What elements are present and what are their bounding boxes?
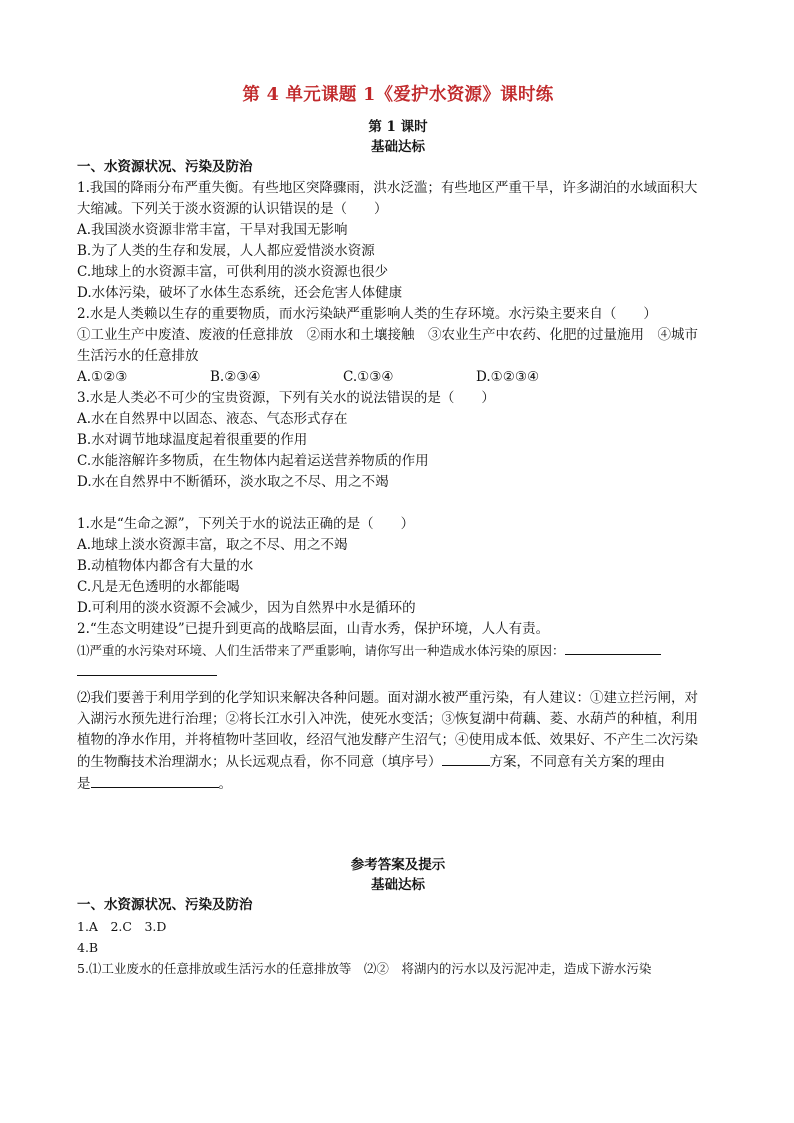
- subquestion-2-text: 方案，不同意有关方案的理由: [489, 754, 665, 770]
- worksheet-content: [77, 82, 719, 979]
- answer-line: 5.⑴工业废水的任意排放或生活污水的任意排放等 ⑵② 将湖内的污水以及污泥冲走，造成下游水污染: [77, 961, 652, 976]
- answer-line: [77, 661, 719, 682]
- question-stem: 1.水是“生命之源”，下列关于水的说法正确的是（ ）: [77, 516, 415, 532]
- choice-row: [77, 367, 719, 388]
- question-1: [77, 178, 719, 304]
- option-d: D.水体污染，破坏了水体生态系统，还会危害人体健康: [77, 285, 403, 301]
- subquestion-2-text: 是: [77, 776, 91, 792]
- answer-blank[interactable]: [77, 661, 217, 676]
- answer-section-heading: 一、水资源状况、污染及防治: [77, 897, 253, 913]
- question-3: [77, 388, 719, 493]
- question-stem: 2.水是人类赖以生存的重要物质，而水污染缺严重影响人类的生存环境。水污染主要来自（ ）: [77, 306, 657, 322]
- subquestion-2-text: 的生物酶技术治理湖水；从长远观点看，你不同意（填序号）: [77, 754, 442, 770]
- subquestion-1-text: ⑴严重的水污染对环境、人们生活带来了严重影响，请你写出一种造成水体污染的原因：: [77, 643, 565, 658]
- question-b1: [77, 514, 719, 619]
- option-a: A.①②③: [77, 369, 128, 385]
- page-title: 第 4 单元课题 1《爱护水资源》课时练: [242, 85, 554, 105]
- option-b: B.水对调节地球温度起着很重要的作用: [77, 432, 308, 448]
- answer-level: 基础达标: [371, 877, 425, 893]
- section-heading: 一、水资源状况、污染及防治: [77, 159, 253, 175]
- question-stem: 1.我国的降雨分布严重失衡。有些地区突降骤雨，洪水泛滥；有些地区严重干旱，许多湖泊的水域面积大: [77, 180, 698, 196]
- subquestion-2: ⑵我们要善于利用学到的化学知识来解决各种问题。面对湖水被严重污染，有人建议：①建立拦污闸，对: [77, 690, 698, 706]
- option-b: B.②③④: [210, 369, 261, 385]
- answer-key: [77, 855, 719, 979]
- option-b: B.为了人类的生存和发展，人人都应爱惜淡水资源: [77, 243, 375, 259]
- level-label: 基础达标: [371, 139, 425, 155]
- answer-heading: 参考答案及提示: [350, 857, 446, 873]
- option-d: D.可利用的淡水资源不会减少，因为自然界中水是循环的: [77, 600, 416, 616]
- option-c: C.水能溶解许多物质，在生物体内起着运送营养物质的作用: [77, 453, 429, 469]
- subquestion-2: 植物的净水作用，并将植物叶茎回收，经沼气池发酵产生沼气；④使用成本低、效果好、不产生二次污染: [77, 732, 698, 748]
- subquestion-2: 入湖污水预先进行治理；②将长江水引入冲洗，使死水变活；③恢复湖中荷藕、菱、水葫芦的种植，利用: [77, 711, 698, 727]
- question-b2: [77, 619, 719, 795]
- question-items: 生活污水的任意排放: [77, 348, 199, 364]
- question-items: ①工业生产中废渣、废液的任意排放 ②雨水和土壤接触 ③农业生产中农药、化肥的过量施用 ④城市: [77, 327, 698, 343]
- answer-blank[interactable]: [91, 773, 219, 788]
- question-stem: 大缩减。下列关于淡水资源的认识错误的是（ ）: [77, 201, 388, 217]
- option-d: D.水在自然界中不断循环，淡水取之不尽、用之不竭: [77, 474, 389, 490]
- subquestion-2: [77, 751, 719, 773]
- subquestion-2-text: 。: [218, 776, 232, 792]
- option-a: A.水在自然界中以固态、液态、气态形式存在: [77, 411, 348, 427]
- subquestion-1: [77, 640, 719, 661]
- spacer: [77, 795, 719, 855]
- subquestion-2: [77, 773, 719, 795]
- option-c: C.地球上的水资源丰富，可供利用的淡水资源也很少: [77, 264, 389, 280]
- option-c: C.凡是无色透明的水都能喝: [77, 579, 240, 595]
- option-a: A.我国淡水资源非常丰富，干旱对我国无影响: [77, 222, 348, 238]
- question-2: [77, 304, 719, 388]
- question-stem: 3.水是人类必不可少的宝贵资源，下列有关水的说法错误的是（ ）: [77, 390, 495, 406]
- option-b: B.动植物体内都含有大量的水: [77, 558, 254, 574]
- spacer: [77, 493, 719, 514]
- answer-line: 1.A 2.C 3.D: [77, 919, 167, 934]
- option-a: A.地球上淡水资源丰富，取之不尽、用之不竭: [77, 537, 348, 553]
- answer-blank[interactable]: [565, 640, 661, 655]
- answer-line: 4.B: [77, 940, 99, 955]
- answer-blank[interactable]: [442, 751, 490, 766]
- lesson-label: 第 1 课时: [368, 119, 428, 135]
- question-stem: 2.“生态文明建设”已提升到更高的战略层面，山青水秀，保护环境，人人有责。: [77, 621, 550, 637]
- option-d: D.①②③④: [476, 369, 540, 385]
- option-c: C.①③④: [343, 369, 394, 385]
